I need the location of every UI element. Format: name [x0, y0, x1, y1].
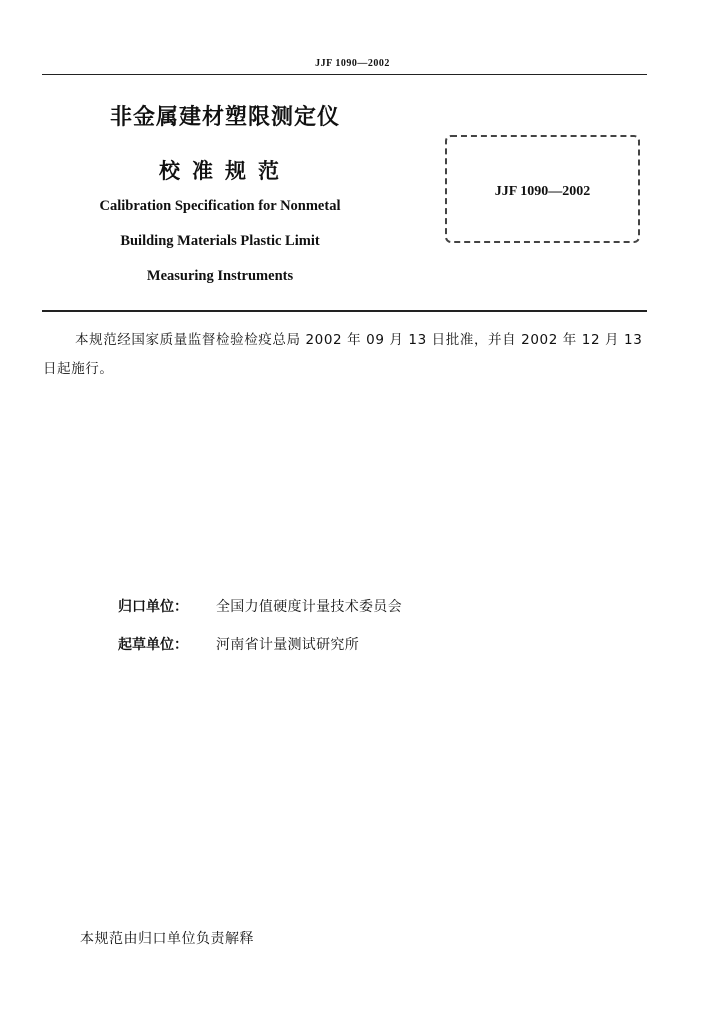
title-divider [42, 310, 647, 312]
header-divider [42, 74, 647, 75]
org-label: 归口单位： [118, 599, 188, 615]
responsible-organization-row [118, 596, 402, 616]
org-label: 起草单位： [118, 637, 188, 653]
org-value: 全国力值硬度计量技术委员会 [216, 599, 402, 615]
org-value: 河南省计量测试研究所 [216, 637, 359, 653]
approval-statement: 本规范经国家质量监督检验检疫总局 2002 年 09 月 13 日批准，并自 2002 年 12 月 13 日起施行。 [43, 332, 643, 377]
title-english-line: Measuring Instruments [146, 268, 294, 284]
title-english-line: Building Materials Plastic Limit [120, 233, 320, 249]
standard-code-box-text: JJF 1090—2002 [494, 184, 591, 199]
title-chinese: 非金属建材塑限测定仪 [109, 105, 340, 130]
title-english-line: Calibration Specification for Nonmetal [99, 198, 341, 214]
header-standard-code: JJF 1090—2002 [315, 58, 390, 69]
subtitle-chinese: 校准规范 [159, 159, 291, 183]
interpretation-note: 本规范由归口单位负责解释 [80, 931, 254, 947]
drafting-organization-row [118, 634, 359, 654]
